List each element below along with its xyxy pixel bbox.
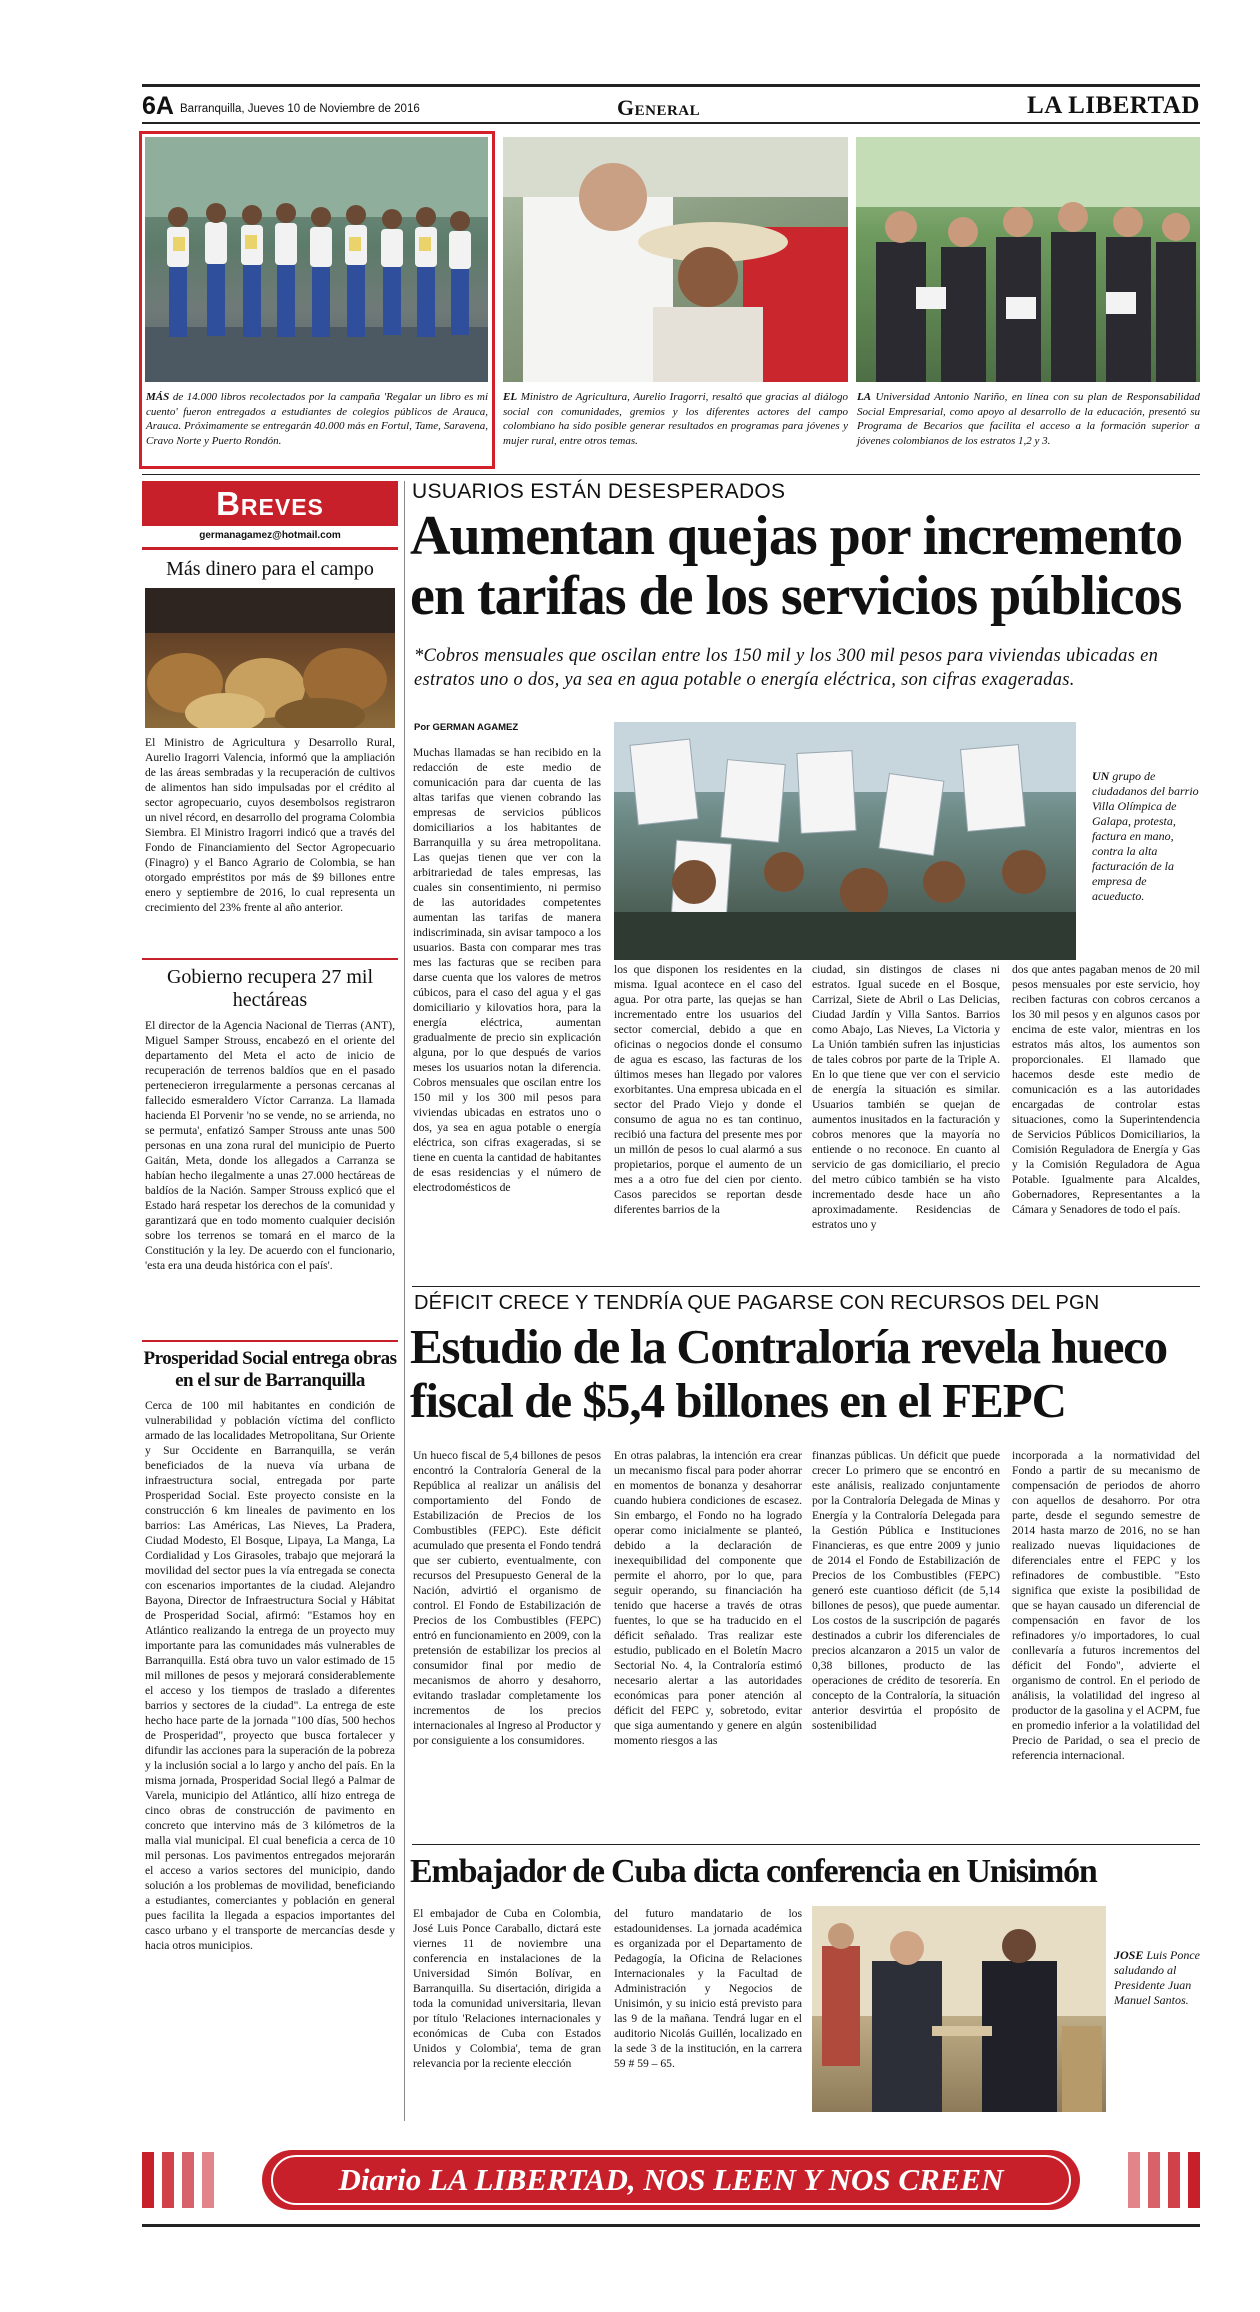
second-story-col-1: Un hueco fiscal de 5,4 billones de pesos encontró la Contraloría General de la República al realizar un análisis del comportamiento del Fondo de Estabilización de Precios de los Combustibles (FEPC). Este déficit acumulado que presenta el Fondo tendrá que ser cubierto, eventualmente, con recursos del Presupuesto General de la Nación, advirtió el organismo de control. El Fondo de Estabilización de Precios de los Combustibles (FEPC) entró en funcionamiento en 2009, con la pretensión de estabilizar los precios al consumidor final por medio de mecanismos de ahorro y desahorro, evitando trasladar completamente los incrementos de los precios internacionales al Ingreso al Productor y por consiguiente a los consumidores.	[413, 1449, 601, 1747]
brief-divider-1	[142, 958, 398, 960]
caption-lead: UN	[1092, 769, 1110, 783]
ambassador-photo-caption	[1114, 1948, 1200, 2008]
second-headline-line-2: fiscal de $5,4 billones en el FEPC	[410, 1373, 1067, 1428]
top-photo-3-caption	[857, 390, 1200, 448]
dateline: Barranquilla, Jueves 10 de Noviembre de 2016	[180, 103, 420, 115]
main-byline: Por GERMAN AGAMEZ	[414, 722, 519, 733]
second-headline-line-1: Estudio de la Contraloría revela hueco	[410, 1319, 1167, 1374]
breves-banner: Breves	[142, 481, 398, 526]
main-story-col-1: Muchas llamadas se han recibido en la redacción de este medio de comunicación para dar cuenta de las altas tarifas que vienen cobrando las empresas de servicios públicos domiciliarios a los habitantes de Barranquilla y su área metropolitana. Las quejas tienen que ver con la arbitrariedad de tales empresas, las cuales sin consentimiento, ni permiso de las autoridades competentes aumentan las tarifas de manera indiscriminada, sin avisar tampoco a los usuarios. Basta con comparar mes tras mes las facturas que se reciben para darse cuenta que los valores de metros cúbicos, para el caso del agua y el gas domiciliario y kilovatios hora, para la energía eléctrica, aumentan gradualmente de precio sin explicación alguna, por lo que después de varios meses los usuarios notan la diferencia. Cobros mensuales que oscilan entre los 150 mil y los 300 mil pesos para viviendas ubicadas en estratos uno o dos, ya sea en agua potable o energía eléctrica, son cifras exageradas, si se tiene en cuenta la cantidad de habitantes de esas residencias y el número de electrodomésticos de	[413, 746, 601, 1194]
caption-lead: LA	[857, 391, 872, 403]
main-kicker: USUARIOS ESTÁN DESESPERADOS	[412, 480, 786, 503]
children-books-photo	[145, 137, 488, 382]
breves-email: germanagamez@hotmail.com	[199, 530, 341, 541]
brief-2-text: El director de la Agencia Nacional de Tierras (ANT), Miguel Samper Strouss, encabezó en el oriente del departamento del Meta el acto de inicio de recuperación de terrenos baldíos que en el pasado pertenecieron irregularmente a personas cercanas al fallecido esmeraldero Víctor Carranza. La llamada hacienda El Porvenir 'no se vende, no se arrienda, no se permuta', enfatizó Samper Strouss ante unas 500 personas en una zona rural del municipio de Puerto Gaitán, Meta, donde los allegados a Carranza se habían hecho ilegalmente a unas 27.000 hectáreas de baldíos de la Nación. Samper Strouss explicó que el Estado hará respetar los derechos de la comunidad y garantizará que en todo momento cualquier decisión sobre los terrenos se tomará en el marco de la Constitución y la ley. De acuerdo con el funcionario, 'esta era una deuda histórica con el país'.	[145, 1019, 395, 1272]
main-story-col-4: dos que antes pagaban menos de 20 mil pesos mensuales por este servicio, hoy reciben facturas con cobros cercanos a los 30 mil pesos y en algunos casos por encima de este valor, mientras en los estratos más altos, los aumentos son proporcionales. El llamado que hacemos desde este medio de comunicación es a las autoridades encargadas de controlar estas situaciones, como la Superintendencia de Servicios Públicos Domiciliarios, la Comisión Reguladora de Energía y Gas y la Comisión Reguladora de Agua Potable. Igualmente para Alcaldes, Gobernadores, Representantes a la Cámara y Senadores de todo el país.	[1012, 963, 1200, 1216]
protest-photo-caption	[1092, 769, 1200, 904]
second-story-col-2: En otras palabras, la intención era crear un mecanismo fiscal para poder ahorrar en momentos de bonanza y desahorrar cuando hubiera condiciones de escasez. Sin embargo, el Fondo no ha logrado operar como inicialmente se planteó, debido a la declaración de inexequibilidad del componente que permite el ahorro, por lo que, para seguir operando, su financiación ha tenido que hacerse a través de otras fuentes, lo que se ha traducido en el déficit señalado. Tras realizar este estudio, publicado en el Boletín Macro Sectorial No. 4, la Contraloría estimó necesario alertar a las autoridades económicas para poner atención al déficit del FEPC y, sobretodo, evitar que siga aumentando y genere en algún momento riesgos a las	[614, 1449, 802, 1747]
column-separator	[404, 481, 405, 2121]
second-kicker: DÉFICIT CRECE Y TENDRÍA QUE PAGARSE CON RECURSOS DEL PGN	[414, 1292, 1100, 1314]
minister-photo	[503, 137, 848, 382]
story-divider-2	[412, 1844, 1200, 1845]
caption-text: Universidad Antonio Nariño, en línea con su plan de Responsabilidad Social Empresarial, como apoyo al desarrollo de la educación, presentó su Programa de Becarios que facilita el acceso a la formación superior a jóvenes colombianos de los estratos 1,2 y 3.	[857, 391, 1200, 447]
students-photo	[856, 137, 1200, 382]
second-story-col-4: incorporada a la normatividad del Fondo a partir de su mecanismo de compensación de periodos de ahorro con aquellos de desahorro. Por otra parte, desde el segundo semestre de 2014 hasta marzo de 2016, no se han realizado nuevas liquidaciones de diferenciales entre el FEPC y los refinadores de combustible. "Esto significa que existe la posibilidad de que se hayan causado un diferencial de compensación en favor de los refinadores y/o importadores, lo cual conllevaría a futuros incrementos del déficit del Fondo", advierte el organismo de control. En el periodo de análisis, la volatilidad del ingreso al productor de la gasolina y el ACPM, fue en promedio inferior a la volatilidad del Precio de Paridad, o sea el precio de referencia internacional.	[1012, 1449, 1200, 1762]
brief-1-text: El Ministro de Agricultura y Desarrollo Rural, Aurelio Iragorri Valencia, informó que la ampliación de las áreas sembradas y la recuperación de cultivos de alimentos han sido impulsadas por el crédito al sector agropecuario, cuyos desembolsos registraron un nivel récord, en desarrollo del programa Colombia Siembra. El Ministro Iragorri indicó que a través del Fondo de Financiamiento del Sector Agropecuario (Finagro) y el Banco Agrario de Colombia, se han otorgado empréstitos por más de $9 billones entre enero y septiembre de 2016, lo cual representa un crecimiento del 23% frente al año anterior.	[145, 736, 395, 914]
top-photo-1-caption	[146, 390, 488, 448]
footer-rule	[142, 2224, 1200, 2227]
main-headline-line-2: en tarifas de los servicios públicos	[410, 565, 1182, 627]
section-name: General	[617, 95, 701, 120]
photo-row-rule	[142, 474, 1200, 475]
main-deck: *Cobros mensuales que oscilan entre los 150 mil y los 300 mil pesos para viviendas ubicadas en estratos uno o dos, ya sea en agua potable o energía eléctrica, son cifras exageradas.	[414, 646, 1159, 690]
masthead: LA LIBERTAD	[1027, 92, 1200, 119]
caption-text: de 14.000 libros recolectados por la campaña 'Regalar un libro es mi cuento' fueron entregados a estudiantes de colegios públicos de Arauca, Arauca. Próximamente se entregarán 40.000 más en Fortul, Tame, Saravena, Cravo Norte y Puerto Rondón.	[146, 391, 489, 447]
page-number: 6A	[142, 92, 174, 120]
second-story-col-3: finanzas públicas. Un déficit que puede crecer Lo primero que se encontró en este análisis, realizado conjuntamente por la Contraloría Delegada de Minas y Energía y la Contraloría Delegada para la Gestión Pública e Instituciones Financieras, es que entre 2009 y junio de 2014 el Fondo de Estabilización de Precios de los Combustibles (FEPC) generó este cuantioso déficit (de 5,14 billones de pesos), que puede aumentar. Los costos de la suscripción de pagarés destinados a cubrir los diferenciales de precios alcanzaron a 2015 un valor de 0,38 billones, producto de las operaciones de crédito de tesorería. En concepto de la Contraloría, la situación anterior desvirtúa el propósito de sostenibilidad	[812, 1449, 1000, 1732]
footer-slogan: Diario LA LIBERTAD, NOS LEEN Y NOS CREEN	[338, 2162, 1004, 2197]
brief-divider-2	[142, 1340, 398, 1342]
caption-text: Luis Ponce saludando al Presidente Juan Manuel Santos.	[1114, 1948, 1201, 2007]
header-top-rule	[142, 84, 1200, 87]
story-divider-1	[412, 1286, 1200, 1287]
main-headline-line-1: Aumentan quejas por incremento	[410, 505, 1183, 567]
ambassador-photo	[812, 1906, 1106, 2112]
produce-market-photo	[145, 588, 395, 728]
brief-3-title: Prosperidad Social entrega obras en el sur de Barranquilla	[143, 1348, 397, 1391]
brief-3-text: Cerca de 100 mil habitantes en condición de vulnerabilidad y población víctima del conflicto armado de las localidades Metropolitana, Sur Oriente y Sur Occidente en Barranquilla, se verán beneficiados de la nueva vía urbana de infraestructura social, entregada por parte Prosperidad Social. Este proyecto consiste en la construcción 6 km lineales de pavimento en los barrios: Las Américas, Las Nieves, La Pradera, Ciudad Modesto, El Bosque, Lipaya, La Manga, La Cordialidad y Los Girasoles, trabajo que mejorará la movilidad del sector pues la vía entregada se conecta con escenarios importantes de la ciudad. Alejandro Bayona, Director de Infraestructura Social y Hábitat de Prosperidad Social, afirmó: "Estamos hoy en Atlántico realizando la entrega de un proyecto muy importante para las comunidades más vulnerables de Barranquilla. Está obra tuvo un valor estimado de 15 mil millones de pesos y mejorará considerablemente el acceso y los tiempos de traslado a diferentes barrios y sectores de la ciudad". La entrega de este hecho hace parte de la jornada "100 días, 500 hechos de Prosperidad", proyecto que busca fortalecer y difundir las acciones para la superación de la pobreza y la inclusión social a lo largo y ancho del país. En la misma jornada, Prosperidad Social llegó a Palmar de Varela, municipio del Atlántico, allí hizo entrega de cinco obras de construcción de pavimento en concreto que intervino más de 3 kilómetros de la malla vial municipal. El cual beneficia a cerca de 10 mil personas. Los pavimentos entregados mejorarán el acceso a varios sectores del municipio, dando solución a los problemas de movilidad, beneficiando a estudiantes, comerciantes y población en general pues facilita la llegada a espacios importantes del casco urbano y el transporte de mercancías desde y hacia otros municipios.	[145, 1399, 395, 1952]
main-story-col-2: los que disponen los residentes en la misma. Igual acontece en el caso del agua. Por otra parte, las quejas se han incrementado entre los usuarios del sector comercial, debido a que en oficinas o negocios donde el consumo de agua es escaso, las facturas de los últimos meses han llegado por valores exorbitantes. Una empresa ubicada en el sector del Prado Viejo y donde el consumo de agua no es tan continuo, recibió una factura del presente mes por un millón de pesos lo cual alarmó a sus propietarios, porque el aumento de un mes a a otro fue del cien por ciento. Casos parecidos se reportan desde diferentes barrios de la	[614, 963, 802, 1216]
protest-photo	[614, 722, 1076, 960]
caption-text: grupo de ciudadanos del barrio Villa Olímpica de Galapa, protesta, factura en mano, contra la alta facturación de la empresa de acueducto.	[1092, 769, 1199, 903]
brief-1-title: Más dinero para el campo	[166, 558, 374, 580]
top-photo-2-caption	[503, 390, 848, 448]
footer-banner	[142, 2148, 1200, 2212]
caption-lead: EL	[503, 391, 518, 403]
main-story-col-3: ciudad, sin distingos de clases ni estratos. Igual sucede en el Bosque, Carrizal, Siete de Abril o Las Delicias, Ciudad Jardín y Villa Santos. Barrios como Abajo, Las Nieves, La Victoria y La Unión también sufren las injusticias de tales cobros por parte de la Triple A. En lo que tiene que ver con el servicio de energía la situación es similar. Usuarios también se quejan de aumentos inusitados en la facturación y cobros menores que la mayoría no entiende o no reconoce. En cuanto al servicio de gas domiciliario, el precio del metro cúbico también se ha visto incrementado desde hace un año aproximadamente. Residencias de estratos uno y	[812, 963, 1000, 1231]
brief-2-title: Gobierno recupera 27 mil hectáreas	[166, 966, 374, 1011]
third-story-col-1: El embajador de Cuba en Colombia, José Luis Ponce Caraballo, dictará este viernes 11 de noviembre una conferencia en instalaciones de la Universidad Simón Bolívar, en Barranquilla. Su disertación, dirigida a toda la comunidad universitaria, llevan por título 'Relaciones internacionales y económicas de Cuba con Estados Unidos y Colombia', tema de gran relevancia por la reciente elección	[413, 1907, 601, 2070]
breves-rule	[142, 547, 398, 550]
caption-text: Ministro de Agricultura, Aurelio Iragorri, resaltó que gracias al diálogo social con comunidades, gremios y los diferentes actores del campo colombiano ha sido posible generar resultados en programas para jóvenes y mujer rural, entre otros temas.	[503, 391, 849, 447]
third-story-col-2: del futuro mandatario de los estadounidenses. La jornada académica es organizada por el Departamento de Pedagogía, la Oficina de Relaciones Internacionales y la Facultad de Administración y Negocios de Unisimón, y su inicio está previsto para las 9 de la mañana. Tendrá lugar en el auditorio Nicolás Guillén, localizado en la sede 3 de la institución, en la carrera 59 # 59 – 65.	[614, 1907, 802, 2070]
caption-lead: JOSE	[1114, 1948, 1144, 1962]
caption-lead: MÁS	[146, 391, 170, 403]
header-bottom-rule	[142, 122, 1200, 124]
third-headline: Embajador de Cuba dicta conferencia en Unisimón	[410, 1853, 1097, 1890]
